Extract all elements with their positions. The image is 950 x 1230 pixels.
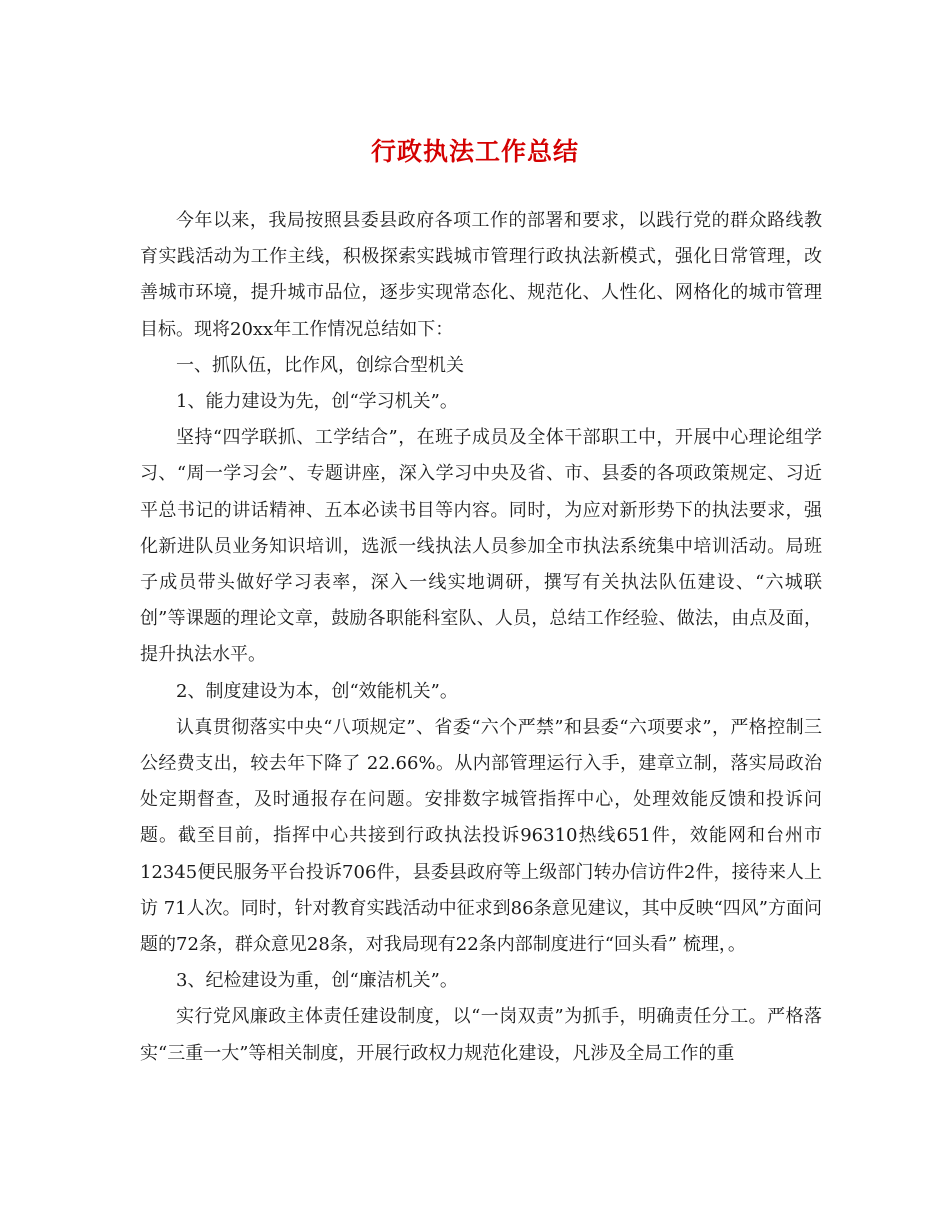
subsection-heading-3: 3、纪检建设为重，创“廉洁机关”。 — [176, 970, 458, 992]
body-paragraph-integrity: 实行党风廉政主体责任建设制度，以“一岗双责”为抓手，明确责任分工。严格落实“三重一大”等相关制度，开展行政权力规范化建设，凡涉及全局工作的重 — [140, 1006, 822, 1064]
section-heading-1: 一、抓队伍，比作风，创综合型机关 — [176, 354, 464, 376]
subsection-heading-2: 2、制度建设为本，创“效能机关”。 — [176, 680, 458, 702]
intro-paragraph: 今年以来，我局按照县委县政府各项工作的部署和要求，以践行党的群众路线教育实践活动为工作主线，积极探索实践城市管理行政执法新模式，强化日常管理，改善城市环境，提升城市品位，逐步实现常态化、规范化、人性化、网格化的城市管理目标。现将20xx年工作情况总结如下： — [140, 210, 822, 340]
document-title: 行政执法工作总结 — [370, 137, 579, 166]
document-body — [140, 203, 822, 1072]
subsection-heading-1: 1、能力建设为先，创“学习机关”。 — [176, 391, 458, 413]
body-paragraph-efficiency: 认真贯彻落实中央“八项规定”、省委“六个严禁”和县委“六项要求”，严格控制三公经费支出，较去年下降了 22.66%。从内部管理运行入手，建章立制，落实局政治处定期督查，及时通报存在问题。安排数字城管指挥中心，处理效能反馈和投诉问题。截至目前，指挥中心共接到行政执法投诉96310热线651件，效能网和台州市12345便民服务平台投诉706件，县委县政府等上级部门转办信访件2件，接待来人上访 71人次。同时，针对教育实践活动中征求到86条意见建议，其中反映“四风”方面问题的72条，群众意见28条，对我局现有22条内部制度进行“回头看” 梳理，。 — [140, 716, 822, 956]
body-paragraph-study: 坚持“四学联抓、工学结合”，在班子成员及全体干部职工中，开展中心理论组学习、“周一学习会”、专题讲座，深入学习中央及省、市、县委的各项政策规定、习近平总书记的讲话精神、五本必读书目等内容。同时，为应对新形势下的执法要求，强化新进队员业务知识培训，选派一线执法人员参加全市执法系统集中培训活动。局班子成员带头做好学习表率，深入一线实地调研，撰写有关执法队伍建设、“六城联创”等课题的理论文章，鼓励各职能科室队、人员，总结工作经验、做法，由点及面，提升执法水平。 — [140, 427, 822, 666]
